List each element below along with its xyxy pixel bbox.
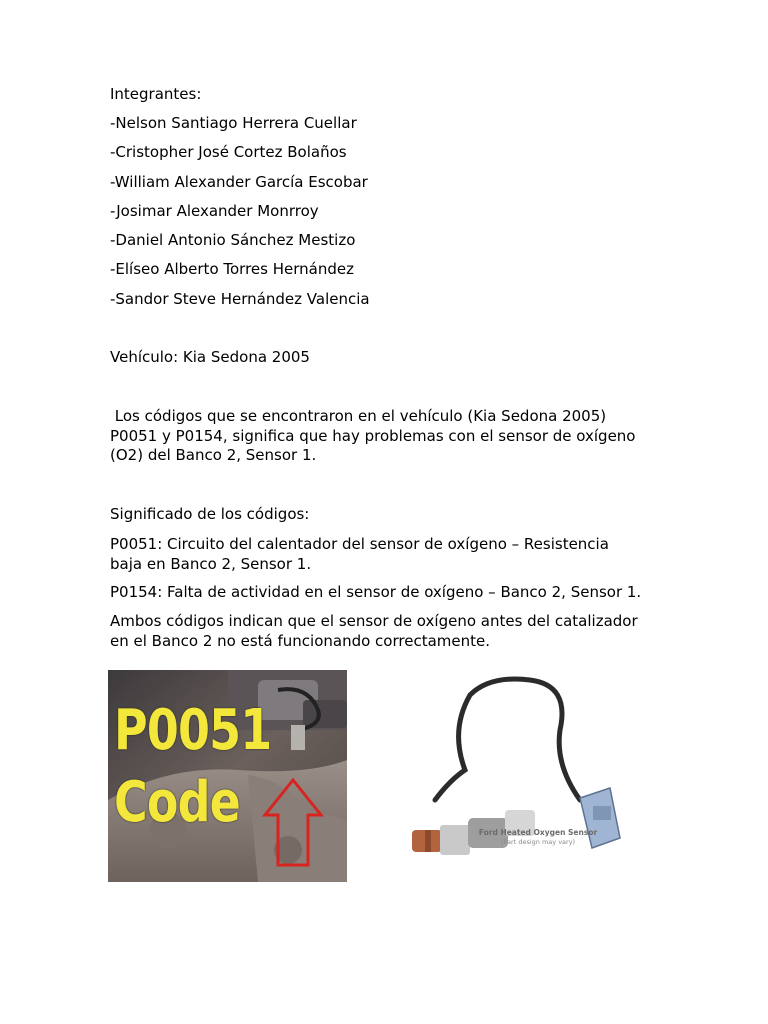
members-heading: Integrantes: (110, 85, 202, 103)
code-text-line-2: Code (114, 770, 240, 835)
code-text-line-1: P0051 (114, 698, 272, 763)
intro-paragraph (110, 407, 670, 466)
member-6: -Elíseo Alberto Torres Hernández (110, 260, 354, 278)
both-line-2: en el Banco 2 no está funcionando correctamente. (110, 631, 490, 650)
p0051-code-image (108, 670, 347, 882)
p0051-line-1: P0051: Circuito del calentador del sensor de oxígeno – Resistencia (110, 535, 609, 553)
sensor-subcaption: (Part design may vary) (500, 838, 576, 846)
intro-line-3: (O2) del Banco 2, Sensor 1. (110, 446, 317, 464)
p0154-paragraph: P0154: Falta de actividad en el sensor de oxígeno – Banco 2, Sensor 1. (110, 583, 642, 601)
meaning-heading: Significado de los códigos: (110, 505, 310, 523)
member-7: -Sandor Steve Hernández Valencia (110, 290, 370, 308)
intro-line-1: Los códigos que se encontraron en el vehículo (Kia Sedona 2005) (110, 407, 607, 425)
sensor-caption: Ford Heated Oxygen Sensor (478, 828, 598, 837)
member-3: -William Alexander García Escobar (110, 173, 368, 191)
member-5: -Daniel Antonio Sánchez Mestizo (110, 231, 356, 249)
vehicle-line: Vehículo: Kia Sedona 2005 (110, 348, 310, 366)
p0051-paragraph (110, 535, 670, 574)
both-paragraph (110, 612, 670, 651)
intro-line-2: P0051 y P0154, significa que hay problemas con el sensor de oxígeno (110, 426, 636, 445)
member-4: -Josimar Alexander Monrroy (110, 202, 319, 220)
p0051-line-2: baja en Banco 2, Sensor 1. (110, 554, 312, 573)
both-line-1: Ambos códigos indican que el sensor de oxígeno antes del catalizador (110, 612, 638, 630)
member-1: -Nelson Santiago Herrera Cuellar (110, 114, 357, 132)
oxygen-sensor-image (380, 670, 684, 882)
member-2: -Cristopher José Cortez Bolaños (110, 143, 347, 161)
